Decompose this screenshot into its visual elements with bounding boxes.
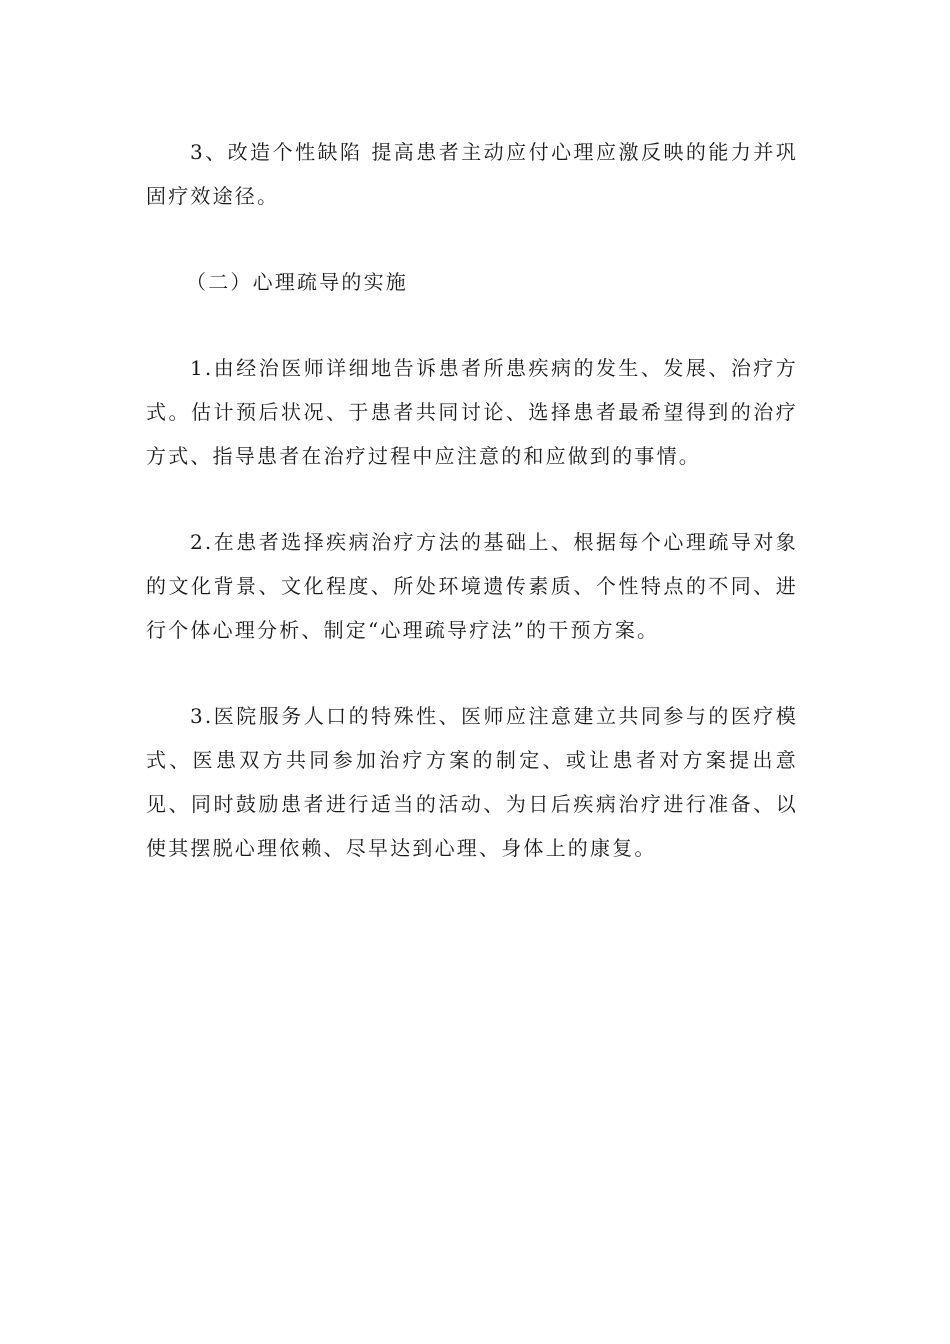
section-heading: （二）心理疏导的实施	[186, 270, 408, 294]
document-body	[146, 130, 798, 912]
paragraph-step-2: 2.在患者选择疾病治疗方法的基础上、根据每个心理疏导对象的文化背景、文化程度、所处环境遗传素质、个性特点的不同、进行个体心理分析、制定“心理疏导疗法”的干预方案。	[146, 530, 798, 642]
paragraph-item-3: 3、改造个性缺陷 提高患者主动应付心理应激反映的能力并巩固疗效途径。	[146, 140, 798, 208]
paragraph-step-1: 1.由经治医师详细地告诉患者所患疾病的发生、发展、治疗方式。估计预后状况、于患者共同讨论、选择患者最希望得到的治疗方式、指导患者在治疗过程中应注意的和应做到的事情。	[146, 356, 798, 468]
paragraph-step-3: 3.医院服务人口的特殊性、医师应注意建立共同参与的医疗模式、医患双方共同参加治疗方案的制定、或让患者对方案提出意见、同时鼓励患者进行适当的活动、为日后疾病治疗进行准备、以使其摆脱心理依赖、尽早达到心理、身体上的康复。	[146, 704, 798, 860]
